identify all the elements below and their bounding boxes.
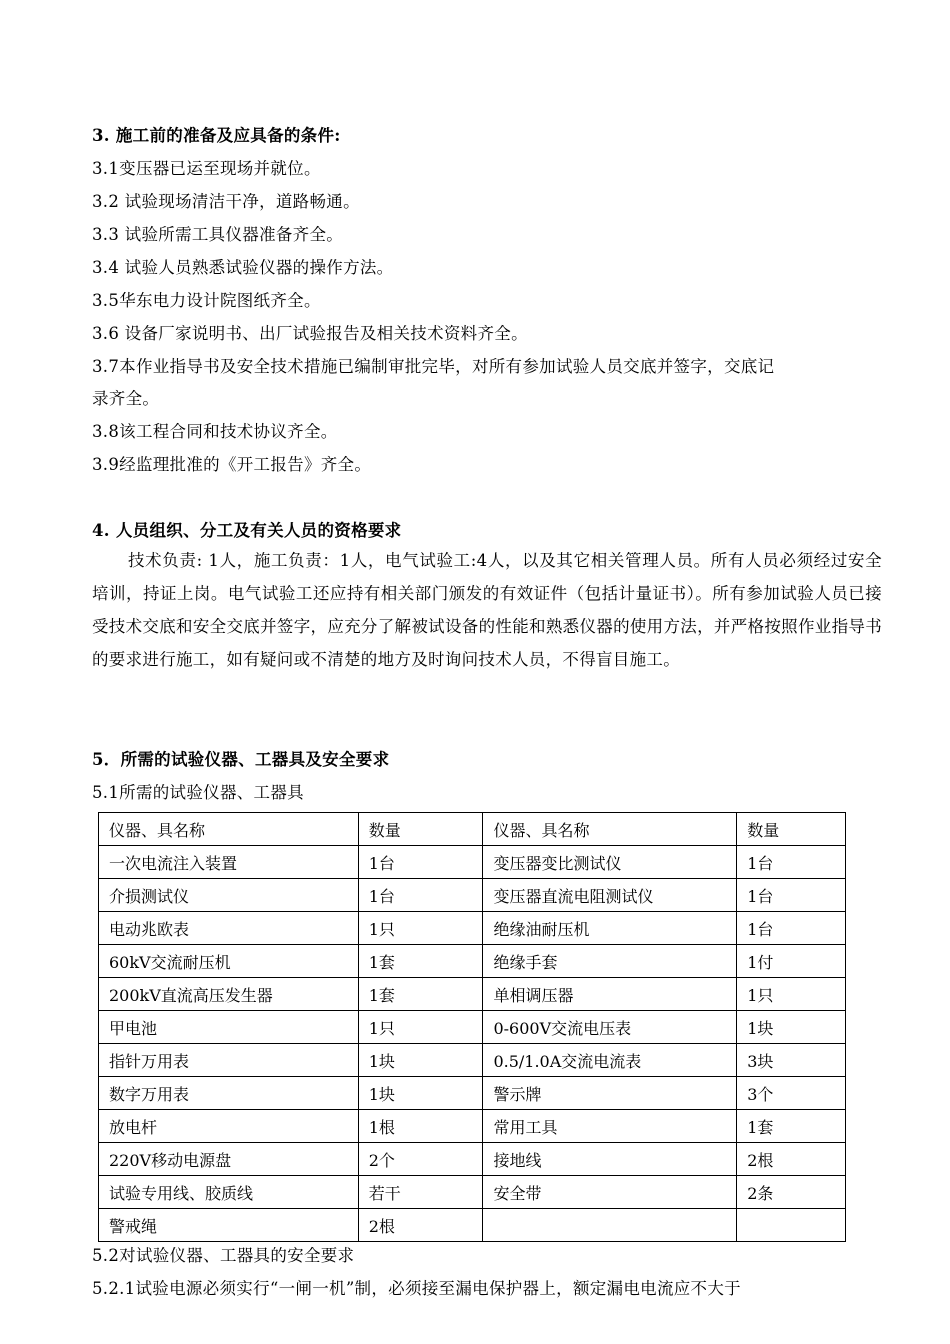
section-3-item: 3.7本作业指导书及安全技术措施已编制审批完毕，对所有参加试验人员交底并签字，交底记 [92, 357, 775, 376]
table-cell: 1套 [358, 978, 483, 1011]
table-cell: 电动兆欧表 [99, 912, 359, 945]
table-cell: 介损测试仪 [99, 879, 359, 912]
table-cell: 绝缘油耐压机 [483, 912, 737, 945]
section-3-item: 3.2 试验现场清洁干净，道路畅通。 [92, 192, 360, 211]
table-row [99, 978, 846, 1011]
table-cell: 1套 [358, 945, 483, 978]
table-row [99, 1176, 846, 1209]
table-cell: 常用工具 [483, 1110, 737, 1143]
table-cell: 变压器直流电阻测试仪 [483, 879, 737, 912]
section-3-item: 3.8该工程合同和技术协议齐全。 [92, 422, 338, 441]
table-cell: 220V移动电源盘 [99, 1143, 359, 1176]
table-cell: 1只 [737, 978, 846, 1011]
table-row [99, 846, 846, 879]
table-cell: 1套 [737, 1110, 846, 1143]
table-cell: 试验专用线、胶质线 [99, 1176, 359, 1209]
table-header-row [99, 813, 846, 846]
table-cell: 60kV交流耐压机 [99, 945, 359, 978]
table-cell: 安全带 [483, 1176, 737, 1209]
table-cell: 变压器变比测试仪 [483, 846, 737, 879]
table-cell: 1只 [358, 1011, 483, 1044]
section-5-2-1-text: 5.2.1试验电源必须实行“一闸一机”制，必须接至漏电保护器上，额定漏电电流应不大于 [92, 1279, 741, 1298]
table-row [99, 1110, 846, 1143]
section-3-item: 3.3 试验所需工具仪器准备齐全。 [92, 225, 344, 244]
table-cell: 甲电池 [99, 1011, 359, 1044]
table-row [99, 1077, 846, 1110]
table-cell: 1台 [737, 912, 846, 945]
header-cell: 仪器、具名称 [99, 813, 359, 846]
equipment-table [98, 812, 846, 1242]
table-cell: 2根 [737, 1143, 846, 1176]
section-3-item: 3.9经监理批准的《开工报告》齐全。 [92, 455, 372, 474]
table-cell: 1根 [358, 1110, 483, 1143]
header-cell: 数量 [358, 813, 483, 846]
section-3-item: 3.1变压器已运至现场并就位。 [92, 159, 321, 178]
table-cell: 3个 [737, 1077, 846, 1110]
table-row [99, 1143, 846, 1176]
section-5-1-heading: 5.1所需的试验仪器、工器具 [92, 783, 304, 802]
table-cell: 指针万用表 [99, 1044, 359, 1077]
table-cell: 1块 [358, 1044, 483, 1077]
table-cell: 数字万用表 [99, 1077, 359, 1110]
section-3-item: 录齐全。 [92, 389, 160, 408]
table-row [99, 879, 846, 912]
table-cell: 1块 [358, 1077, 483, 1110]
table-cell: 0-600V交流电压表 [483, 1011, 737, 1044]
table-cell: 1块 [737, 1011, 846, 1044]
table-cell: 若干 [358, 1176, 483, 1209]
table-cell: 1台 [358, 879, 483, 912]
table-cell: 2个 [358, 1143, 483, 1176]
section-5-2-heading: 5.2对试验仪器、工器具的安全要求 [92, 1246, 355, 1265]
table-cell: 警示牌 [483, 1077, 737, 1110]
table-cell: 1只 [358, 912, 483, 945]
table-cell: 一次电流注入装置 [99, 846, 359, 879]
table-row [99, 1209, 846, 1242]
table-row [99, 1044, 846, 1077]
section-3-heading: 3. 施工前的准备及应具备的条件: [92, 126, 341, 145]
table-cell: 1台 [737, 879, 846, 912]
table-cell: 1台 [358, 846, 483, 879]
section-4-paragraph [92, 544, 882, 676]
table-cell [483, 1209, 737, 1242]
table-cell: 2根 [358, 1209, 483, 1242]
table-cell: 2条 [737, 1176, 846, 1209]
table-cell: 绝缘手套 [483, 945, 737, 978]
section-4-heading: 4. 人员组织、分工及有关人员的资格要求 [92, 521, 402, 540]
table-cell: 接地线 [483, 1143, 737, 1176]
table-row [99, 912, 846, 945]
table-cell: 1台 [737, 846, 846, 879]
table-cell: 1付 [737, 945, 846, 978]
section-4-text: 技术负责: 1人，施工负责：1人，电气试验工:4人，以及其它相关管理人员。所有人员必须经过安全培训，持证上岗。电气试验工还应持有相关部门颁发的有效证件（包括计量证书）。所有参加试验人员已接受技术交底和安全交底并签字，应充分了解被试设备的性能和熟悉仪器的使用方法，并严格按照作业指导书的要求进行施工，如有疑问或不清楚的地方及时询问技术人员，不得盲目施工。 [92, 551, 882, 669]
table-cell: 单相调压器 [483, 978, 737, 1011]
table-row [99, 945, 846, 978]
section-3-item: 3.6 设备厂家说明书、出厂试验报告及相关技术资料齐全。 [92, 324, 528, 343]
table-cell [737, 1209, 846, 1242]
header-cell: 仪器、具名称 [483, 813, 737, 846]
section-3-item: 3.5华东电力设计院图纸齐全。 [92, 291, 321, 310]
section-5-heading: 5．所需的试验仪器、工器具及安全要求 [92, 750, 390, 769]
table-cell: 警戒绳 [99, 1209, 359, 1242]
section-3-item: 3.4 试验人员熟悉试验仪器的操作方法。 [92, 258, 394, 277]
header-cell: 数量 [737, 813, 846, 846]
table-row [99, 1011, 846, 1044]
table-cell: 200kV直流高压发生器 [99, 978, 359, 1011]
table-cell: 放电杆 [99, 1110, 359, 1143]
table-cell: 0.5/1.0A交流电流表 [483, 1044, 737, 1077]
table-cell: 3块 [737, 1044, 846, 1077]
